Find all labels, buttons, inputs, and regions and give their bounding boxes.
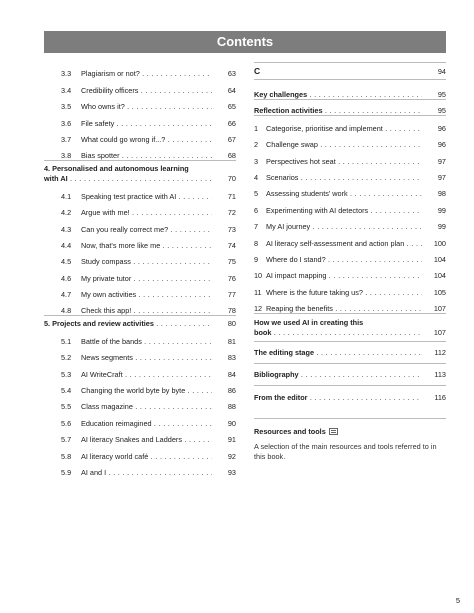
entry-number: 2 (254, 140, 259, 150)
part-c-heading[interactable] (254, 62, 446, 80)
entry-title: Bibliography . . . (254, 370, 422, 379)
section-title-line2: book . . . (254, 328, 422, 338)
entry-number: 4 (254, 172, 259, 182)
reflection-entry[interactable] (254, 280, 446, 296)
entry-title: My own activities . . . (81, 290, 212, 299)
toc-from-the-editor[interactable] (254, 386, 446, 408)
entry-title: AI literacy world café . . . (81, 452, 212, 461)
toc-entry[interactable] (44, 444, 236, 460)
entry-number: 5.5 (61, 402, 72, 412)
entry-number: 12 (254, 304, 263, 314)
section-title-line1: 4. Personalised and autonomous learning (44, 164, 189, 174)
entry-title: Assessing students' work . . . (266, 189, 422, 198)
entry-number: 4.1 (61, 191, 72, 201)
reflection-entry[interactable] (254, 198, 446, 214)
entry-title: Where is the future taking us? . . . (266, 288, 422, 297)
toc-entry[interactable] (44, 234, 236, 250)
toc-reflection-activities[interactable] (254, 100, 446, 116)
toc-entry[interactable] (44, 411, 236, 427)
entry-number: 5.6 (61, 418, 72, 428)
entry-page: 97 (422, 157, 446, 166)
toc-entry[interactable] (44, 379, 236, 395)
right-column (254, 62, 446, 462)
entry-title: Check this app! . . . (81, 306, 212, 315)
resources-description: A selection of the main resources and tools referred to in this book. (254, 442, 437, 462)
entry-page: 107 (422, 304, 446, 313)
entry-number: 11 (254, 287, 262, 297)
toc-entry[interactable] (44, 184, 236, 200)
entry-page: 100 (422, 239, 446, 248)
reflection-entry[interactable] (254, 116, 446, 132)
toc-entry[interactable] (44, 217, 236, 233)
entry-page: 88 (212, 402, 236, 411)
entry-number: 5.1 (61, 336, 72, 346)
toc-entry[interactable] (44, 346, 236, 362)
entry-number: 5.2 (61, 353, 72, 363)
entry-number: 4.4 (61, 240, 72, 250)
entry-title: Reflection activities . . . (254, 106, 422, 115)
entry-title: News segments . . . (81, 353, 212, 362)
entry-page: 93 (212, 468, 236, 477)
entry-title: Perspectives hot seat . . . (266, 157, 422, 166)
toc-entry[interactable] (44, 201, 236, 217)
entry-page: 84 (212, 370, 236, 379)
entry-title: Key challenges . . . (254, 90, 422, 99)
reflection-entry[interactable] (254, 149, 446, 165)
entry-page: 113 (422, 370, 446, 379)
reflection-entry[interactable] (254, 248, 446, 264)
entry-title: From the editor . . . (254, 393, 422, 402)
entry-page: 73 (212, 225, 236, 234)
toc-entry[interactable] (44, 78, 236, 94)
entry-number: 5.3 (61, 369, 72, 379)
entry-number: 5 (254, 189, 259, 199)
entry-page: 65 (212, 102, 236, 111)
section-title-line1: How we used AI in creating this (254, 318, 364, 328)
entry-number: 4.2 (61, 208, 72, 218)
entry-page: 76 (212, 274, 236, 283)
entry-title: Scenarios . . . (266, 173, 422, 182)
entry-number: 5.4 (61, 386, 72, 396)
entry-title: Reaping the benefits . . . (266, 304, 422, 313)
section-title: 5. Projects and review activities . . . (44, 319, 212, 329)
entry-title: The editing stage . . . (254, 348, 422, 357)
entry-page: 90 (212, 419, 236, 428)
entry-page: 78 (212, 306, 236, 315)
part-title: C (254, 66, 261, 76)
toc-section-5[interactable] (44, 315, 236, 329)
reflection-entry[interactable] (254, 231, 446, 247)
contents-banner (44, 31, 446, 53)
entry-page: 95 (422, 106, 446, 115)
entry-page: 77 (212, 290, 236, 299)
entry-number: 4.6 (61, 273, 72, 283)
entry-title: Where do I stand? . . . (266, 255, 422, 264)
entry-page: 83 (212, 353, 236, 362)
entry-page: 81 (212, 337, 236, 346)
entry-page: 96 (422, 140, 446, 149)
entry-title: My AI journey . . . (266, 222, 422, 231)
toc-entry[interactable] (44, 144, 236, 160)
entry-number: 3 (254, 156, 259, 166)
entry-title: File safety . . . (81, 119, 212, 128)
page-title: Contents (216, 34, 274, 49)
entry-number: 4.5 (61, 257, 72, 267)
entry-number: 10 (254, 271, 263, 281)
entry-page: 66 (212, 119, 236, 128)
entry-number: 3.8 (61, 151, 72, 161)
entry-title: Speaking test practice with AI . . . (81, 192, 212, 201)
reflection-entry[interactable] (254, 297, 446, 313)
toc-editing-stage[interactable] (254, 342, 446, 364)
entry-number: 6 (254, 205, 259, 215)
section-page: 107 (433, 328, 446, 338)
entry-page: 68 (212, 151, 236, 160)
entry-title: Study compass . . . (81, 257, 212, 266)
reflection-entry[interactable] (254, 182, 446, 198)
entry-page: 86 (212, 386, 236, 395)
entry-number: 3.7 (61, 134, 72, 144)
entry-title: Experimenting with AI detectors . . . (266, 206, 422, 215)
toc-bibliography[interactable] (254, 364, 446, 386)
toc-entry[interactable] (44, 128, 236, 144)
entry-title: Education reimagined . . . (81, 419, 212, 428)
section-page: 80 (227, 319, 236, 329)
resources-icon (329, 428, 338, 435)
entry-title: AI impact mapping . . . (266, 271, 422, 280)
entry-title: AI and I . . . (81, 468, 212, 477)
entry-page: 99 (422, 222, 446, 231)
entry-title: Credibility officers . . . (81, 86, 212, 95)
entry-page: 98 (422, 189, 446, 198)
entry-number: 4.3 (61, 224, 72, 234)
resources-heading[interactable] (254, 427, 446, 436)
entry-number: 3.6 (61, 118, 72, 128)
toc-section-4[interactable] (44, 160, 236, 184)
resources-title: Resources and tools (254, 427, 326, 437)
entry-page: 116 (422, 393, 446, 402)
section-title-line2: with AI . . . (44, 174, 212, 184)
entry-page: 95 (422, 90, 446, 99)
entry-page: 97 (422, 173, 446, 182)
entry-number: 3.5 (61, 102, 72, 112)
toc-entry[interactable] (44, 250, 236, 266)
reflection-entry[interactable] (254, 133, 446, 149)
toc-entry[interactable] (44, 329, 236, 345)
entry-title: Battle of the bands . . . (81, 337, 212, 346)
section-page: 70 (227, 174, 236, 184)
entry-title: AI literacy self-assessment and action plan . . . (266, 239, 422, 248)
page-number: 5 (455, 596, 460, 605)
toc-entry[interactable] (44, 299, 236, 315)
entry-number: 3.4 (61, 85, 72, 95)
entry-title: Plagiarism or not? . . . (81, 69, 212, 78)
entry-number: 8 (254, 238, 259, 248)
entry-page: 64 (212, 86, 236, 95)
toc-entry[interactable] (44, 362, 236, 378)
reflection-entry[interactable] (254, 166, 446, 182)
entry-page: 74 (212, 241, 236, 250)
entry-number: 3.3 (61, 69, 72, 79)
entry-title: My private tutor . . . (81, 274, 212, 283)
entry-page: 105 (422, 288, 446, 297)
entry-page: 99 (422, 206, 446, 215)
entry-page: 72 (212, 208, 236, 217)
entry-title: Categorise, prioritise and implement . . . (266, 124, 422, 133)
entry-number: 4.8 (61, 306, 72, 316)
entry-page: 104 (422, 271, 446, 280)
toc-entry[interactable] (44, 95, 236, 111)
entry-page: 112 (422, 348, 446, 357)
entry-number: 7 (254, 222, 259, 232)
entry-title: Now, that's more like me . . . (81, 241, 212, 250)
toc-entry[interactable] (44, 428, 236, 444)
entry-number: 5.9 (61, 467, 72, 477)
entry-page: 96 (422, 124, 446, 133)
entry-title: AI literacy Snakes and Ladders . . . (81, 435, 212, 444)
entry-number: 4.7 (61, 290, 72, 300)
entry-number: 1 (254, 123, 259, 133)
entry-title: Who owns it? . . . (81, 102, 212, 111)
entry-page: 92 (212, 452, 236, 461)
entry-title: Bias spotter . . . (81, 151, 212, 160)
toc-entry[interactable] (44, 461, 236, 477)
toc-entry[interactable] (44, 395, 236, 411)
entry-title: What could go wrong if...? . . . (81, 135, 212, 144)
entry-title: Challenge swap . . . (266, 140, 422, 149)
entry-page: 67 (212, 135, 236, 144)
toc-entry[interactable] (44, 283, 236, 299)
reflection-entry[interactable] (254, 215, 446, 231)
entry-page: 75 (212, 257, 236, 266)
entry-number: 9 (254, 254, 259, 264)
entry-number: 5.7 (61, 435, 72, 445)
entry-page: 104 (422, 255, 446, 264)
entry-title: Class magazine . . . (81, 402, 212, 411)
entry-title: Changing the world byte by byte . . . (81, 386, 212, 395)
entry-number: 5.8 (61, 451, 72, 461)
entry-page: 91 (212, 435, 236, 444)
entry-title: Argue with me! . . . (81, 208, 212, 217)
toc-entry[interactable] (44, 62, 236, 78)
entry-page: 63 (212, 69, 236, 78)
entry-title: AI WriteCraft . . . (81, 370, 212, 379)
entry-page: 71 (212, 192, 236, 201)
entry-title: Can you really correct me? . . . (81, 225, 212, 234)
toc-entry[interactable] (44, 266, 236, 282)
resources-block (254, 418, 446, 462)
part-page: 94 (437, 67, 446, 76)
left-column (44, 62, 236, 477)
reflection-entry[interactable] (254, 264, 446, 280)
toc-how-we-used-ai[interactable] (254, 313, 446, 342)
toc-key-challenges[interactable] (254, 80, 446, 100)
toc-entry[interactable] (44, 111, 236, 127)
